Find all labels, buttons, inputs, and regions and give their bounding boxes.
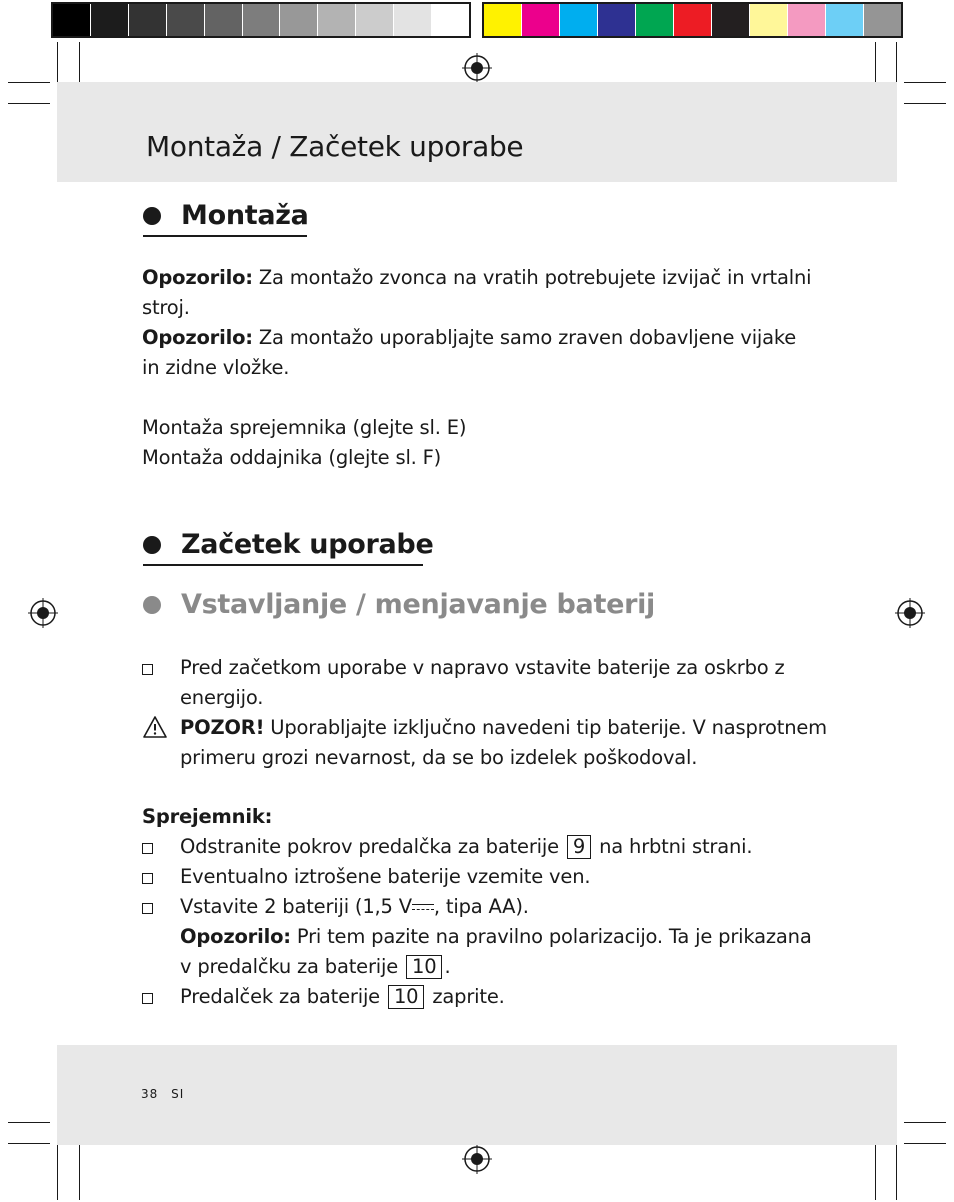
crop-mark	[904, 1143, 946, 1144]
color-swatch	[318, 4, 356, 36]
heading-underline	[143, 235, 307, 237]
color-swatch	[826, 4, 864, 36]
color-swatch	[560, 4, 598, 36]
warning-screws-cont: in zidne vložke.	[142, 356, 290, 379]
registration-mark-icon	[462, 53, 492, 83]
color-swatch	[788, 4, 826, 36]
color-swatch	[280, 4, 318, 36]
section-heading-start: Začetek uporabe	[143, 529, 433, 560]
page-footer	[141, 1087, 184, 1101]
crop-mark	[896, 1140, 897, 1200]
part-reference: 10	[406, 955, 442, 979]
color-swatch	[243, 4, 281, 36]
direct-current-icon	[412, 902, 434, 914]
process-color-bar	[482, 2, 903, 38]
color-swatch	[674, 4, 712, 36]
crop-mark	[8, 82, 50, 83]
warning-screws: Opozorilo: Za montažo uporabljajte samo zraven dobavljene vijake	[142, 326, 797, 349]
grayscale-color-bar	[51, 2, 471, 38]
color-swatch	[484, 4, 522, 36]
language-code: SI	[171, 1087, 185, 1101]
receiver-mount-ref: Montaža sprejemnika (glejte sl. E)	[142, 416, 467, 439]
bullet-icon	[143, 536, 161, 554]
color-swatch	[712, 4, 750, 36]
crop-mark	[904, 103, 946, 104]
crop-mark	[57, 1140, 58, 1200]
color-swatch	[356, 4, 394, 36]
transmitter-mount-ref: Montaža oddajnika (glejte sl. F)	[142, 446, 442, 469]
checkbox-icon	[142, 903, 153, 914]
warning-triangle-icon	[142, 715, 168, 739]
color-swatch	[394, 4, 432, 36]
part-reference: 9	[567, 835, 591, 859]
heading-underline	[143, 564, 423, 566]
color-swatch	[750, 4, 788, 36]
bullet-icon	[143, 596, 161, 614]
crop-mark	[8, 103, 50, 104]
crop-mark	[875, 1140, 876, 1200]
color-swatch	[167, 4, 205, 36]
registration-mark-icon	[28, 598, 58, 628]
section-heading-batteries: Vstavljanje / menjavanje baterij	[143, 589, 655, 620]
color-swatch	[636, 4, 674, 36]
crop-mark	[904, 1122, 946, 1123]
section-heading-mounting: Montaža	[143, 200, 309, 231]
warning-drill-cont: stroj.	[142, 296, 190, 319]
checkbox-icon	[142, 993, 153, 1004]
color-swatch	[598, 4, 636, 36]
crop-mark	[8, 1122, 50, 1123]
checkbox-icon	[142, 843, 153, 854]
color-swatch	[53, 4, 91, 36]
part-reference: 10	[388, 985, 424, 1009]
registration-mark-icon	[462, 1144, 492, 1174]
checkbox-icon	[142, 664, 153, 675]
receiver-label: Sprejemnik:	[142, 805, 273, 828]
color-swatch	[432, 4, 469, 36]
color-swatch	[205, 4, 243, 36]
crop-mark	[79, 1140, 80, 1200]
color-swatch	[129, 4, 167, 36]
bullet-icon	[143, 207, 161, 225]
color-swatch	[522, 4, 560, 36]
crop-mark	[904, 82, 946, 83]
color-swatch	[91, 4, 129, 36]
page-title: Montaža / Začetek uporabe	[146, 130, 524, 163]
page-number: 38	[141, 1087, 159, 1101]
checkbox-icon	[142, 873, 153, 884]
registration-mark-icon	[895, 598, 925, 628]
warning-drill: Opozorilo: Za montažo zvonca na vratih potrebujete izvijač in vrtalni	[142, 266, 812, 289]
color-swatch	[864, 4, 901, 36]
crop-mark	[8, 1143, 50, 1144]
